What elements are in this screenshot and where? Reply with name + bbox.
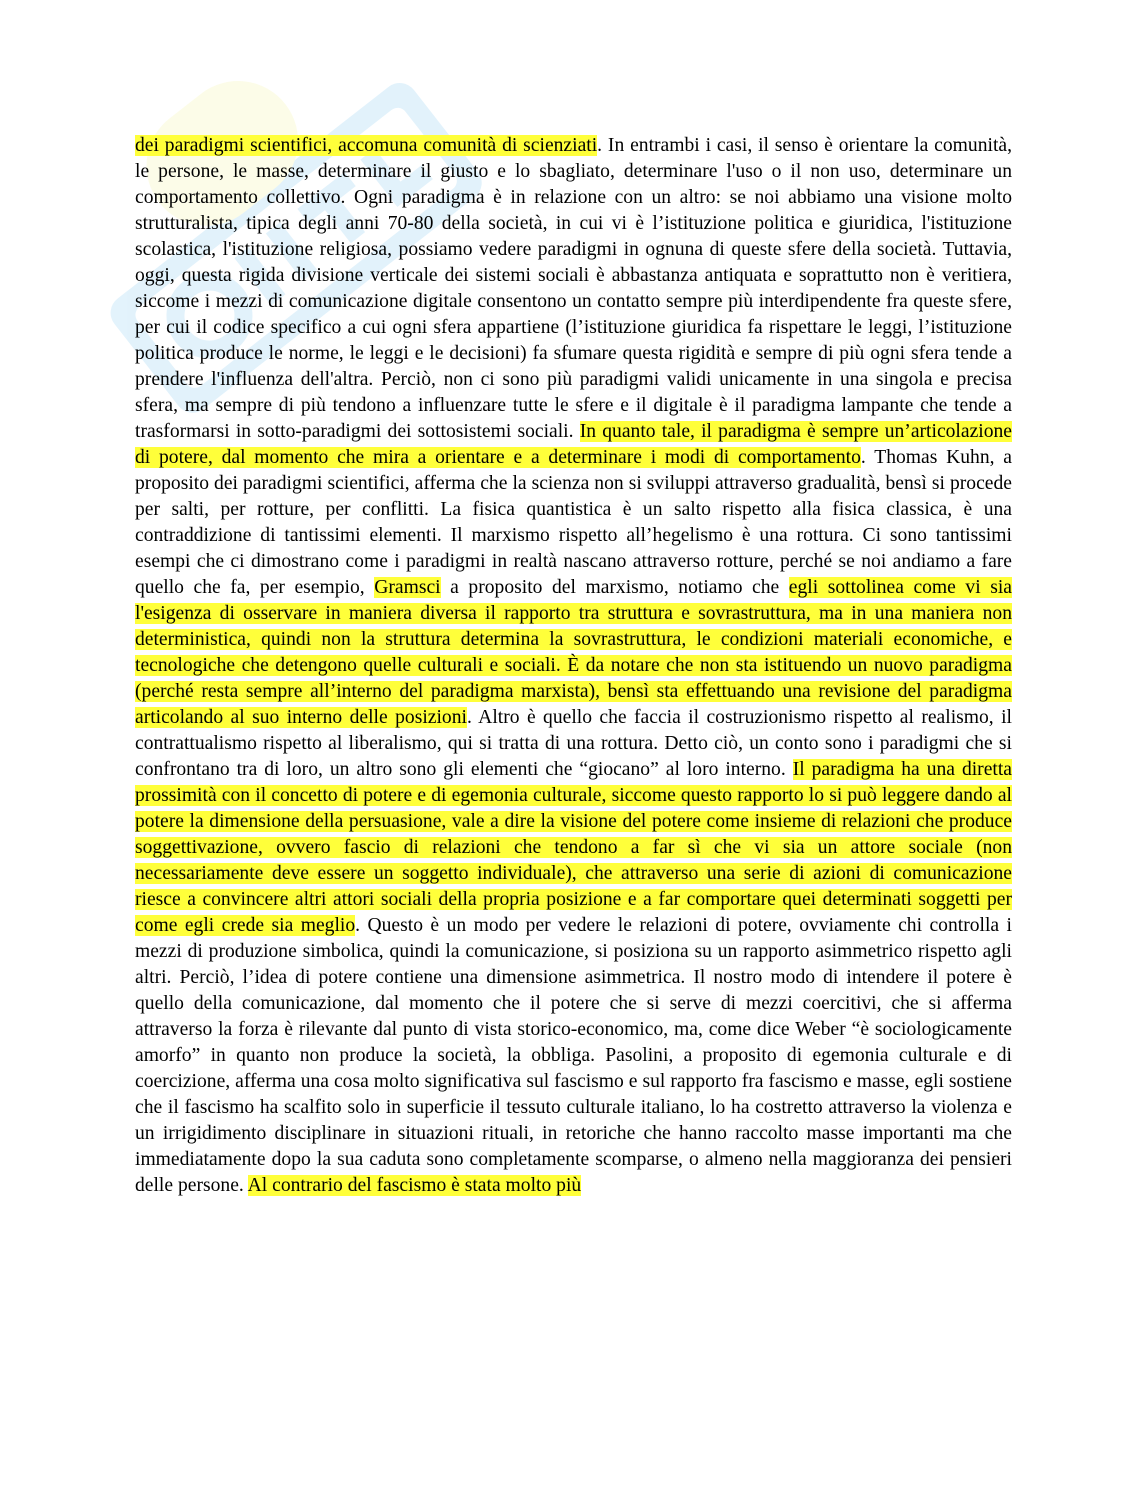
- highlighted-text: dei paradigmi scientifici, accomuna comunità di scienziati: [135, 135, 598, 156]
- body-text: . Questo è un modo per vedere le relazioni di potere, ovviamente chi controlla i mezzi di produzione simbolica, quindi la comunicazione, si posiziona su un rapporto asimmetrico rispetto agli altri. Perciò, l’idea di potere contiene una dimensione asimmetrica. Il nostro modo di intendere il potere è quello della comunicazione, dal momento che il potere che si serve di mezzi coercitivi, che si afferma attraverso la forza è rilevante dal punto di vista storico-economico, ma, come dice Weber “è sociologicamente amorfo” in quanto non produce la società, la obbliga. Pasolini, a proposito di egemonia culturale e di coercizione, afferma una cosa molto significativa sul fascismo e sul rapporto fra fascismo e masse, egli sostiene che il fascismo ha scalfito solo in superficie il tessuto culturale italiano, lo ha costretto attraverso la violenza e un irrigidimento disciplinare in situazioni rituali, in retoriche che hanno raccolto masse importanti ma che immediatamente dopo la sua caduta sono completamente scomparse, o almeno nella maggioranza dei pensieri delle persone.: [135, 915, 1012, 1196]
- highlighted-text: Gramsci: [374, 577, 441, 598]
- highlighted-text: Al contrario del fascismo è stata molto più: [247, 1175, 582, 1196]
- document-body: [135, 133, 1012, 1199]
- highlighted-text: egli sottolinea come vi sia l'esigenza di osservare in maniera diversa il rapporto tra struttura e sovrastruttura, ma in una maniera non deterministica, quindi non la struttura determina la sovrastruttura, le condizioni materiali economiche, e tecnologiche che detengono quelle culturali e sociali. È da notare che non sta istituendo un nuovo paradigma (perché resta sempre all’interno del paradigma marxista), bensì sta effettuando una revisione del paradigma articolando al suo interno delle posizioni: [135, 577, 1012, 728]
- highlighted-text: In quanto tale, il paradigma è sempre un’articolazione di potere, dal momento che mira a orientare e a determinare i modi di comportamento: [135, 421, 1013, 468]
- body-text: . In entrambi i casi, il senso è orientare la comunità, le persone, le masse, determinare il giusto e lo sbagliato, determinare l'uso o il non uso, determinare un comportamento collettivo. Ogni paradigma è in relazione con un altro: se noi abbiamo una visione molto strutturalista, tipica degli anni 70-80 della società, in cui vi è l’istituzione politica e giuridica, l'istituzione scolastica, l'istituzione religiosa, possiamo vedere paradigmi in ognuna di queste sfere della società. Tuttavia, oggi, questa rigida divisione verticale dei sistemi sociali è abbastanza antiquata e soprattutto non è veritiera, siccome i mezzi di comunicazione digitale consentono un contatto sempre più interdipendente fra queste sfere, per cui il codice specifico a cui ogni sfera appartiene (l’istituzione giuridica fa rispettare le leggi, l’istituzione politica produce le norme, le leggi e le decisioni) fa sfumare questa rigidità e sempre di più ogni sfera tende a prendere l'influenza dell'altra. Perciò, non ci sono più paradigmi validi unicamente in una singola e precisa sfera, ma sempre di più tendono a influenzare tutte le sfere e il digitale è il paradigma lampante che tende a trasformarsi in sotto-paradigmi dei sottosistemi sociali.: [135, 135, 1012, 442]
- body-text: . Thomas Kuhn, a proposito dei paradigmi scientifici, afferma che la scienza non si sviluppi attraverso gradualità, bensì si procede per salti, per rotture, per conflitti. La fisica quantistica è un salto rispetto alla fisica classica, è una contraddizione di tantissimi elementi. Il marxismo rispetto all’hegelismo è una rottura. Ci sono tantissimi esempi che ci dimostrano come i paradigmi in realtà nascano attraverso rotture, perché se noi andiamo a fare quello che fa, per esempio,: [135, 447, 1012, 598]
- body-text: a proposito del marxismo, notiamo che: [440, 577, 789, 598]
- body-text: . Altro è quello che faccia il costruzionismo rispetto al realismo, il contrattualismo rispetto al liberalismo, qui si tratta di una rottura. Detto ciò, un conto sono i paradigmi che si confrontano tra di loro, un altro sono gli elementi che “giocano” al loro interno.: [135, 707, 1012, 780]
- highlighted-text: Il paradigma ha una diretta prossimità con il concetto di potere e di egemonia culturale, siccome questo rapporto lo si può leggere dando al potere la dimensione della persuasione, vale a dire la visione del potere come insieme di relazioni che produce soggettivazione, ovvero fascio di relazioni che tendono a far sì che vi sia un attore sociale (non necessariamente deve essere un soggetto individuale), che attraverso una serie di azioni di comunicazione riesce a convincere altri attori sociali della propria posizione e a far comportare quei determinati soggetti per come egli crede sia meglio: [135, 759, 1012, 936]
